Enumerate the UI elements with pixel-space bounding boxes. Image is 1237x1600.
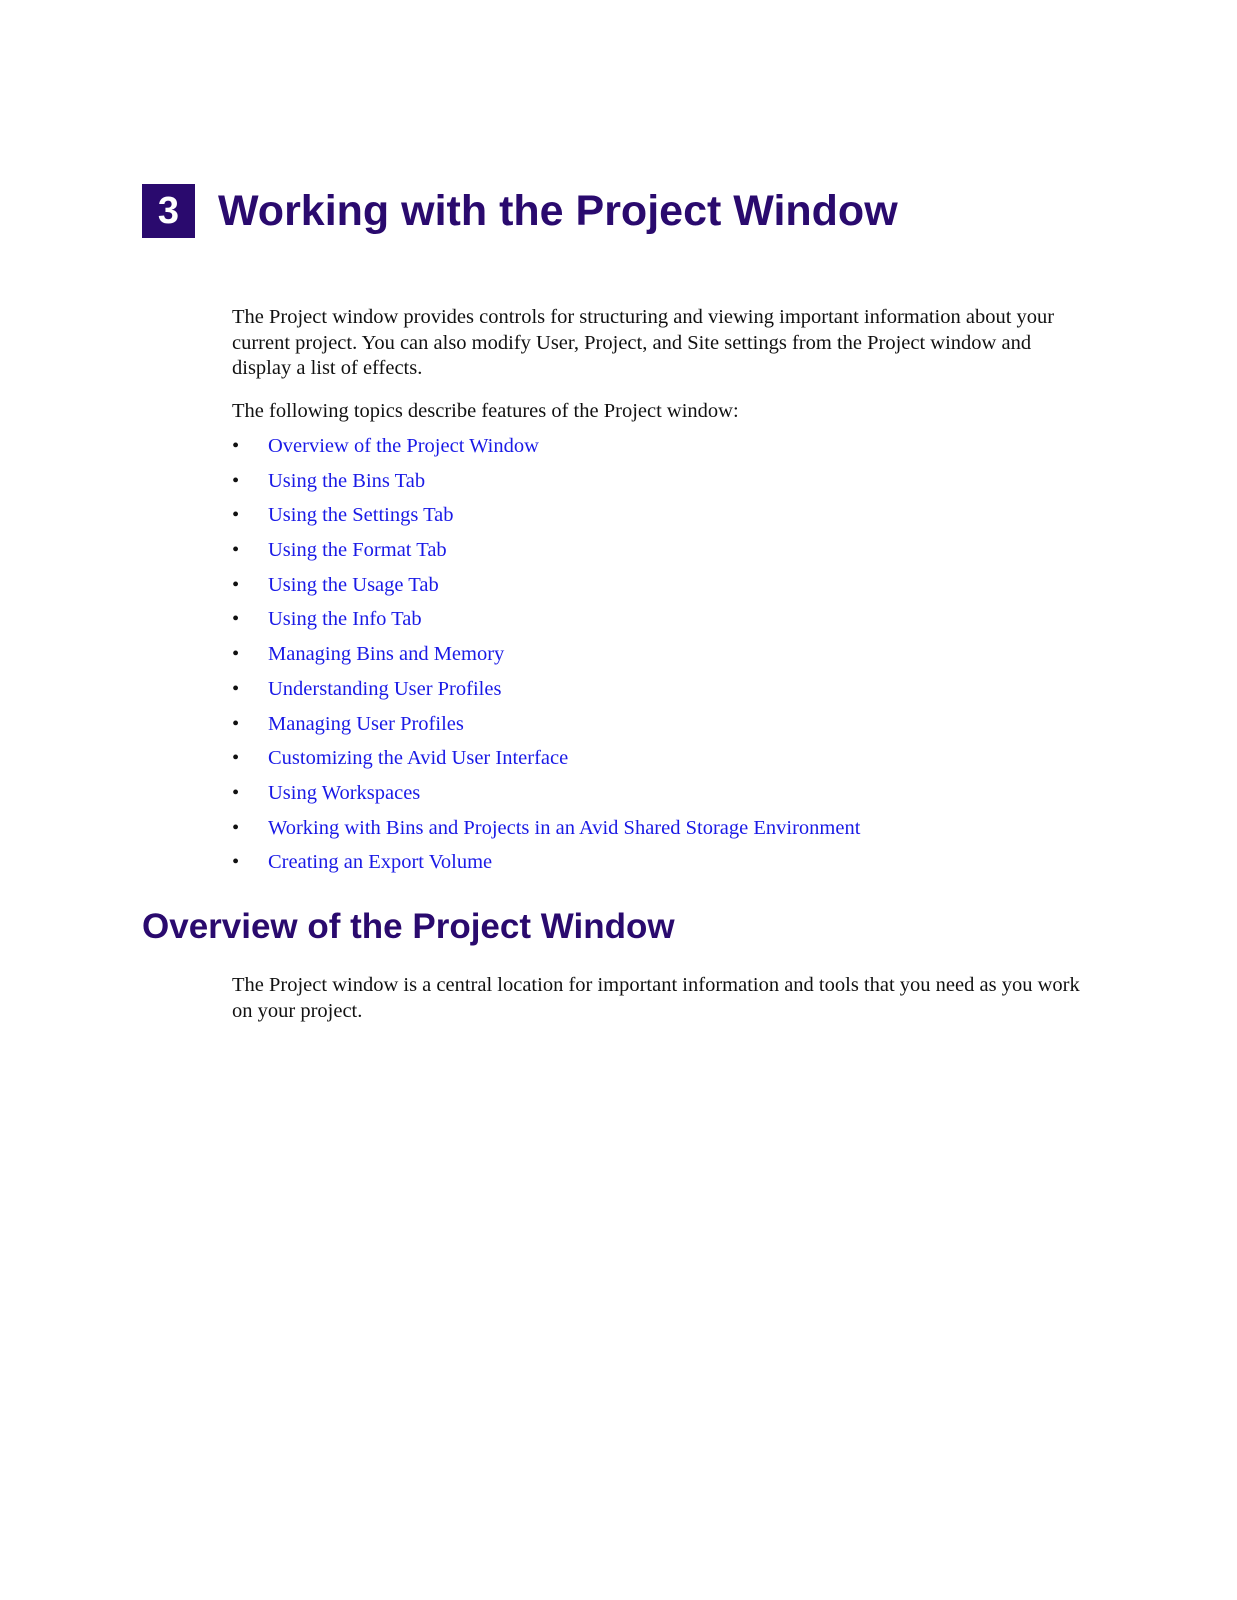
bullet-icon: •: [232, 781, 240, 804]
list-item: [232, 537, 860, 572]
topic-link-usage-tab[interactable]: Using the Usage Tab: [268, 573, 439, 596]
topic-link-customizing-ui[interactable]: Customizing the Avid User Interface: [268, 747, 569, 770]
topic-link-info-tab[interactable]: Using the Info Tab: [268, 608, 422, 631]
intro-paragraph: The Project window provides controls for structuring and viewing important information about your current project. You can also modify User, Project, and Site settings from the Project window and display a list of effects.: [232, 306, 1055, 379]
topic-link-list: [232, 433, 860, 884]
list-item: [232, 849, 860, 884]
list-item: [232, 780, 860, 815]
list-item: [232, 572, 860, 607]
list-item: [232, 641, 860, 676]
list-item: [232, 433, 860, 468]
topic-link-shared-storage[interactable]: Working with Bins and Projects in an Avid Shared Storage Environment: [268, 816, 861, 839]
chapter-title: Working with the Project Window: [218, 186, 898, 235]
topic-link-workspaces[interactable]: Using Workspaces: [268, 781, 421, 804]
topic-link-settings-tab[interactable]: Using the Settings Tab: [268, 504, 454, 527]
bullet-icon: •: [232, 643, 240, 666]
list-item: [232, 676, 860, 711]
list-item: [232, 711, 860, 746]
chapter-number-badge: 3: [142, 184, 195, 238]
topic-link-bins-tab[interactable]: Using the Bins Tab: [268, 469, 426, 492]
list-item: [232, 502, 860, 537]
topics-lead-paragraph: The following topics describe features of the Project window:: [232, 400, 739, 422]
topic-link-bins-memory[interactable]: Managing Bins and Memory: [268, 643, 505, 666]
list-item: [232, 745, 860, 780]
bullet-icon: •: [232, 469, 240, 492]
chapter-header: [142, 184, 898, 238]
topic-link-format-tab[interactable]: Using the Format Tab: [268, 539, 447, 562]
topic-link-export-volume[interactable]: Creating an Export Volume: [268, 851, 493, 874]
bullet-icon: •: [232, 851, 240, 874]
bullet-icon: •: [232, 608, 240, 631]
topic-link-understanding-profiles[interactable]: Understanding User Profiles: [268, 677, 502, 700]
bullet-icon: •: [232, 747, 240, 770]
section-heading: Overview of the Project Window: [142, 907, 675, 946]
list-item: [232, 815, 860, 850]
list-item: [232, 606, 860, 641]
section-paragraph: The Project window is a central location for important information and tools that you need as you work on your project.: [232, 974, 1080, 1022]
bullet-icon: •: [232, 712, 240, 735]
bullet-icon: •: [232, 677, 240, 700]
topic-link-managing-profiles[interactable]: Managing User Profiles: [268, 712, 464, 735]
bullet-icon: •: [232, 573, 240, 596]
list-item: [232, 468, 860, 503]
topic-link-overview[interactable]: Overview of the Project Window: [268, 435, 539, 457]
bullet-icon: •: [232, 816, 240, 839]
bullet-icon: •: [232, 435, 240, 457]
bullet-icon: •: [232, 504, 240, 527]
bullet-icon: •: [232, 539, 240, 562]
